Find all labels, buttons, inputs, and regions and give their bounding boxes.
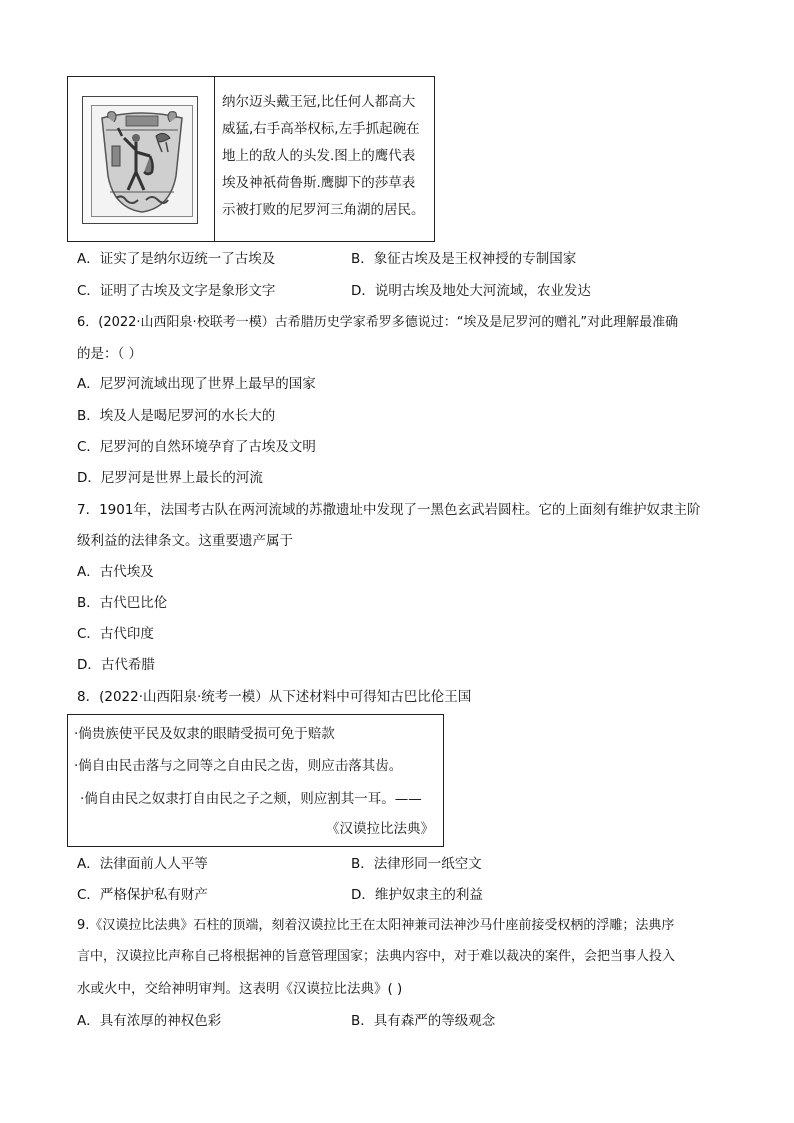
quote-source: 《汉谟拉比法典》	[326, 821, 434, 837]
q5-option-b: B．象征古埃及是王权神授的专制国家	[351, 251, 577, 267]
q6-stem: 6．(2022·山西阳泉·校联考一模）古希腊历史学家希罗多德说过：“埃及是尼罗河的赠礼”对此理解最准确	[77, 315, 679, 330]
q7-stem-continued: 级利益的法律条文。这重要遗产属于	[77, 533, 293, 549]
q8-option-b: B．法律形同一纸空文	[351, 856, 482, 872]
q8-option-a: A．法律面前人人平等	[77, 856, 208, 872]
q9-option-a: A．具有浓厚的神权色彩	[77, 1013, 222, 1029]
figure-divider	[214, 77, 215, 241]
quote-line: ·倘贵族使平民及奴隶的眼睛受损可免于赔款	[74, 726, 335, 742]
q9-stem-continued: 言中，汉谟拉比声称自己将根据神的旨意管理国家；法典内容中，对于难以裁决的案件，会把当事人投入	[77, 949, 676, 964]
q6-option-d: D．尼罗河是世界上最长的河流	[77, 470, 263, 486]
q8-stem: 8．(2022·山西阳泉·统考一模）从下述材料中可得知古巴比伦王国	[77, 689, 472, 705]
q7-option-b: B．古代巴比伦	[77, 595, 168, 611]
caption-line: 纳尔迈头戴王冠,比任何人都高大	[222, 94, 416, 110]
q5-option-d: D．说明古埃及地处大河流域，农业发达	[351, 283, 591, 299]
caption-line: 地上的敌人的头发.图上的鹰代表	[222, 148, 416, 164]
quote-line: ·倘自由民击落与之同等之自由民之齿，则应击落其齿。	[74, 758, 403, 774]
q7-option-a: A．古代埃及	[77, 564, 154, 580]
q6-option-a: A．尼罗河流域出现了世界上最早的国家	[77, 376, 316, 392]
q7-option-c: C．古代印度	[77, 626, 154, 642]
q7-option-d: D．古代希腊	[77, 657, 155, 673]
q7-stem: 7．1901年，法国考古队在两河流域的苏撒遗址中发现了一黑色玄武岩圆柱。它的上面刻有维护奴隶主阶	[77, 502, 701, 518]
quote-line: ·倘自由民之奴隶打自由民之子之颊，则应割其一耳。——	[80, 791, 422, 807]
q8-option-d: D．维护奴隶主的利益	[351, 887, 483, 903]
q9-stem: 9.《汉谟拉比法典》石柱的顶端，刻着汉谟拉比王在太阳神兼司法神沙马什座前接受权柄的浮雕；法典序	[77, 918, 675, 933]
q9-option-b: B．具有森严的等级观念	[351, 1013, 496, 1029]
narmer-palette-figure-table	[67, 76, 435, 242]
q6-option-c: C．尼罗河的自然环境孕育了古埃及文明	[77, 439, 316, 455]
palette-frame	[91, 105, 193, 217]
hammurabi-quote-box	[67, 714, 444, 847]
caption-line: 埃及神祇荷鲁斯.鹰脚下的莎草表	[222, 175, 416, 191]
q9-stem-continued: 水或火中，交给神明审判。这表明《汉谟拉比法典》( )	[77, 981, 403, 997]
narmer-palette-icon	[92, 106, 192, 216]
figure-caption	[222, 89, 432, 224]
q8-option-c: C．严格保护私有财产	[77, 887, 208, 903]
q5-option-c: C．证明了古埃及文字是象形文字	[77, 283, 276, 299]
narmer-palette-image	[82, 96, 198, 224]
q6-stem-continued: 的是：（ ）	[77, 346, 143, 362]
q6-option-b: B．埃及人是喝尼罗河的水长大的	[77, 408, 276, 424]
caption-line: 威猛,右手高举权标,左手抓起碗在	[222, 121, 420, 137]
q5-option-a: A．证实了是纳尔迈统一了古埃及	[77, 251, 276, 267]
caption-line: 示被打败的尼罗河三角湖的居民。	[222, 202, 425, 218]
